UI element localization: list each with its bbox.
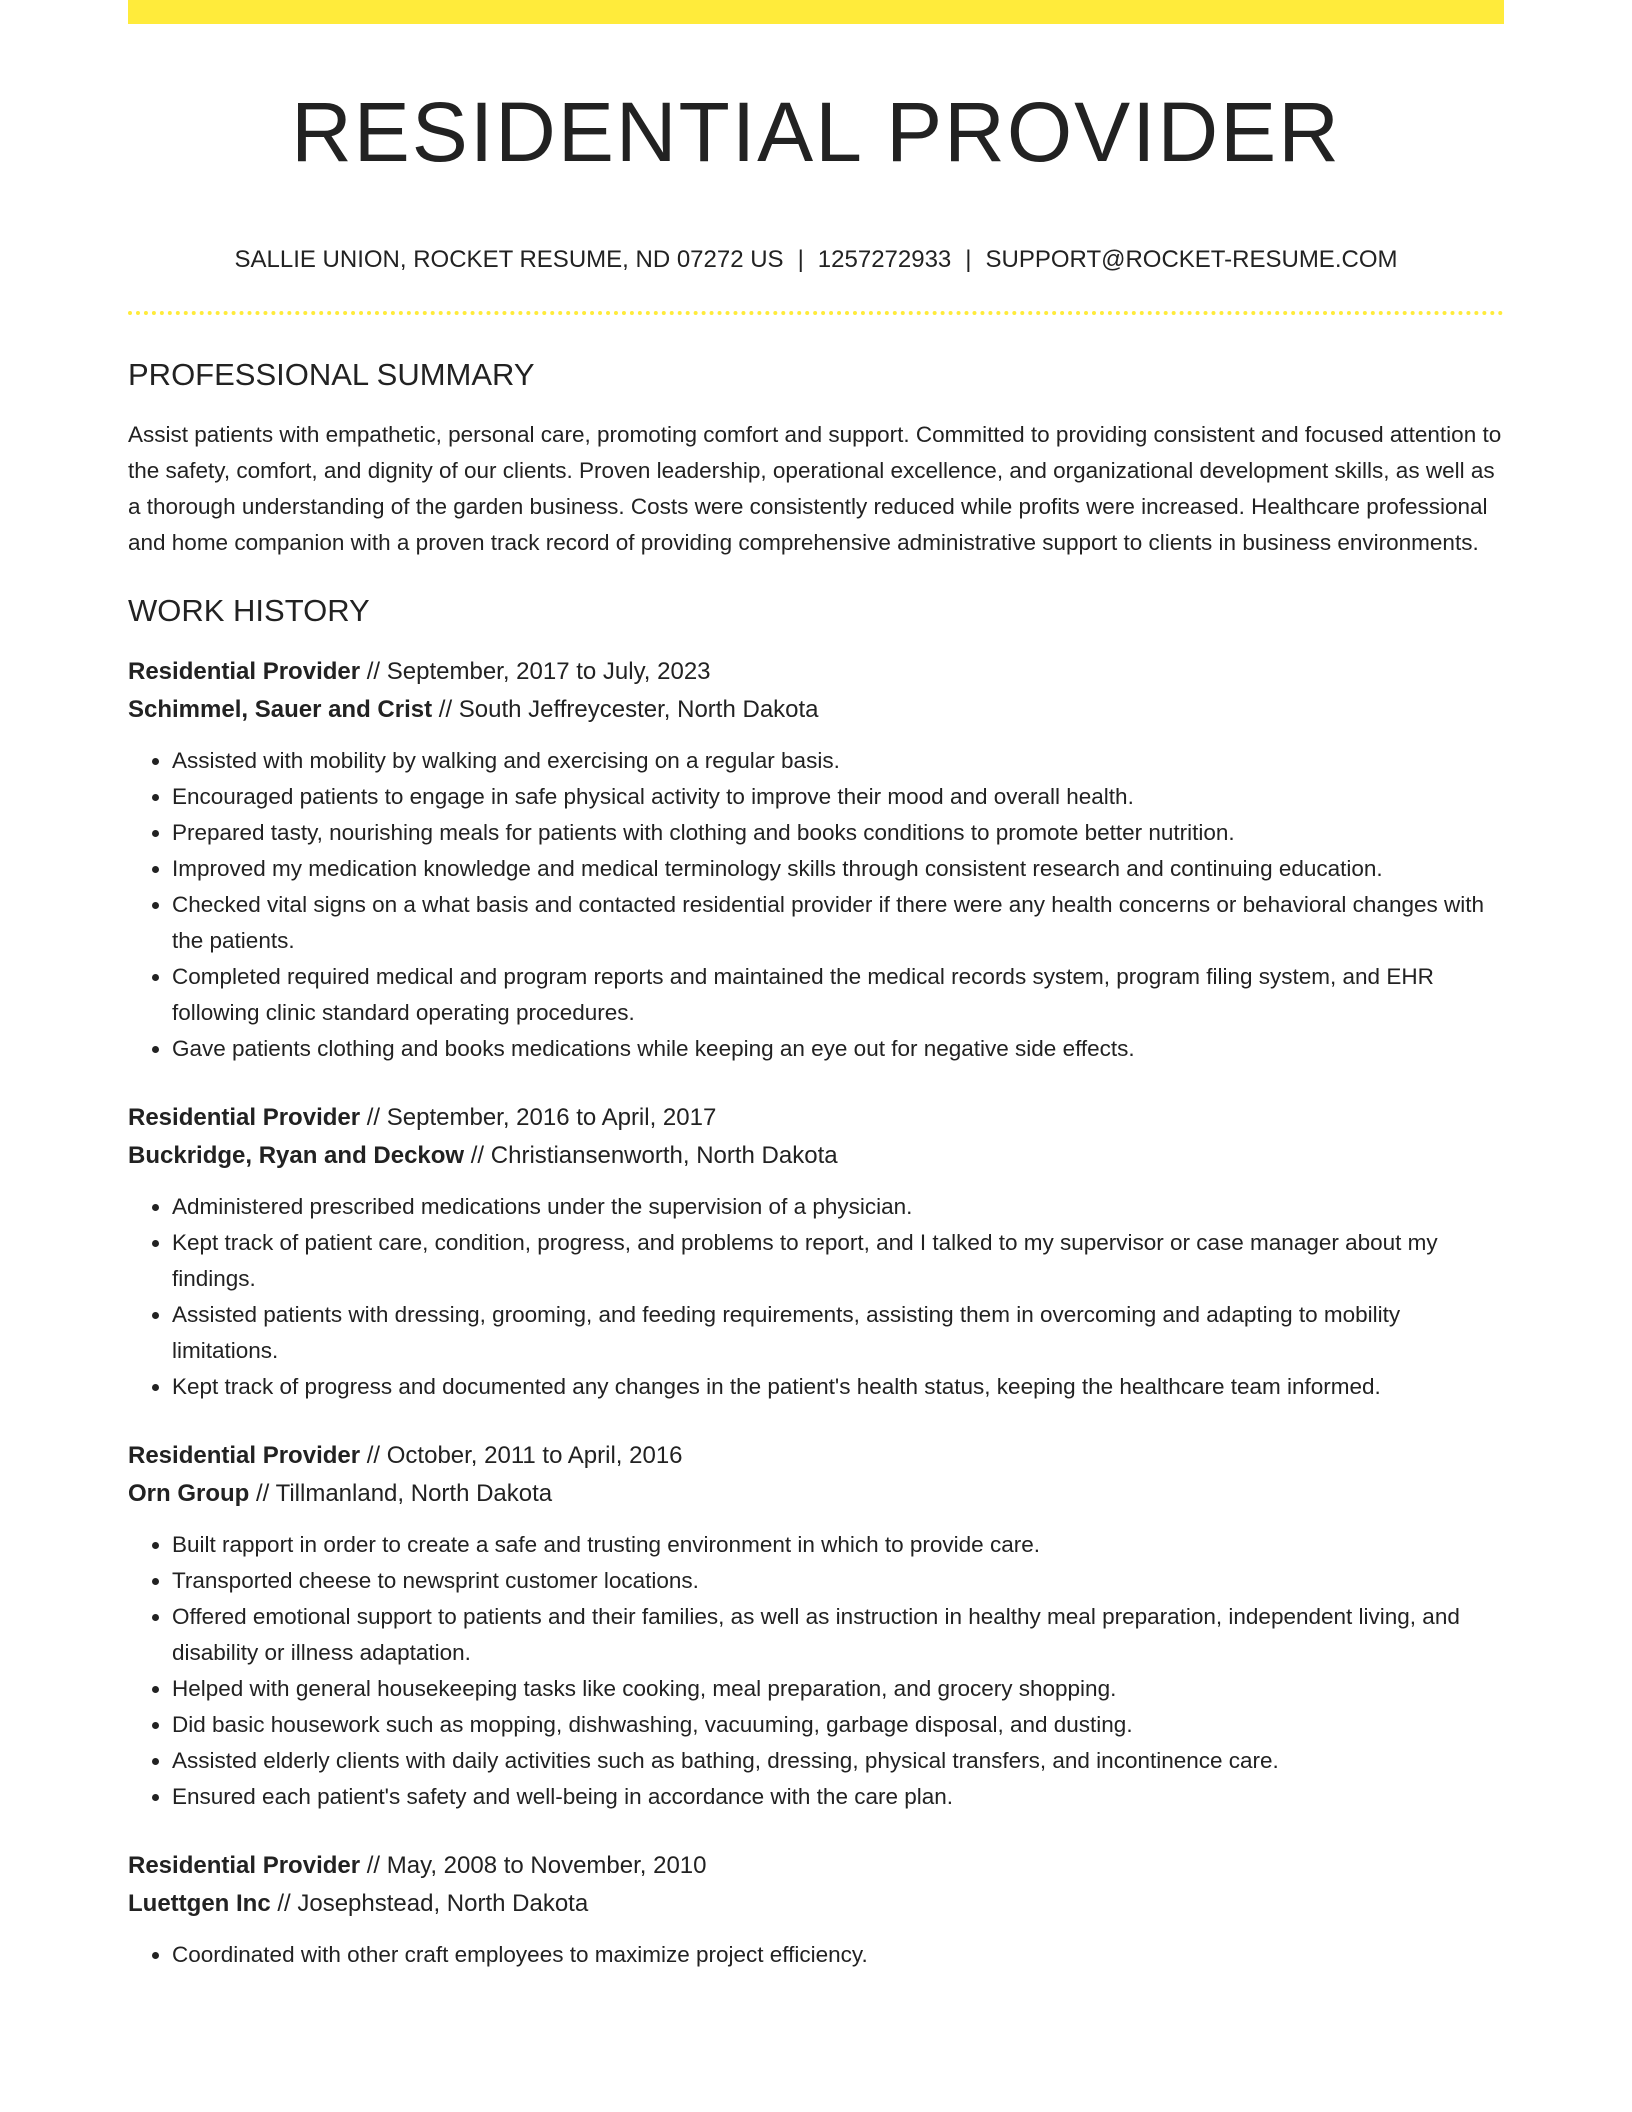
list-item: • Assisted patients with dressing, grooming, and feeding requirements, assisting them in overcoming and adapting to mobility limitations.: [172, 1297, 1504, 1369]
job-bullets: [128, 743, 1504, 1067]
list-item: • Assisted with mobility by walking and exercising on a regular basis.: [172, 743, 1504, 779]
job-title: Residential Provider: [128, 1442, 361, 1469]
job-company: Orn Group: [128, 1480, 250, 1507]
job-entry: [128, 653, 1504, 1067]
job-title-line: [128, 653, 1504, 691]
job-company-line: [128, 1475, 1504, 1513]
list-item: • Completed required medical and program reports and maintained the medical records system, program filing system, and EHR following clinic standard operating procedures.: [172, 959, 1504, 1031]
contact-separator: |: [797, 246, 804, 273]
work-history-heading: WORK HISTORY: [128, 593, 370, 628]
list-item: • Kept track of patient care, condition, progress, and problems to report, and I talked to my supervisor or case manager about my findings.: [172, 1225, 1504, 1297]
list-item: • Transported cheese to newsprint customer locations.: [172, 1563, 1504, 1599]
contact-address: SALLIE UNION, ROCKET RESUME, ND 07272 US: [234, 246, 784, 273]
job-dates: // September, 2017 to July, 2023: [366, 658, 711, 685]
job-location: // South Jeffreycester, North Dakota: [438, 696, 819, 723]
job-company: Luettgen Inc: [128, 1890, 271, 1917]
job-title-line: [128, 1099, 1504, 1137]
job-company-line: [128, 1137, 1504, 1175]
job-company-line: [128, 1885, 1504, 1923]
job-location: // Christiansenworth, North Dakota: [470, 1142, 838, 1169]
list-item: • Administered prescribed medications under the supervision of a physician.: [172, 1189, 1504, 1225]
job-bullets: [128, 1527, 1504, 1815]
job-dates: // October, 2011 to April, 2016: [366, 1442, 683, 1469]
resume-title: RESIDENTIAL PROVIDER: [291, 85, 1341, 179]
job-location: // Tillmanland, North Dakota: [256, 1480, 553, 1507]
job-entry: [128, 1847, 1504, 1973]
job-title: Residential Provider: [128, 1104, 361, 1131]
job-company-line: [128, 691, 1504, 729]
job-title: Residential Provider: [128, 658, 361, 685]
list-item: • Gave patients clothing and books medications while keeping an eye out for negative side effects.: [172, 1031, 1504, 1067]
summary-heading: PROFESSIONAL SUMMARY: [128, 357, 535, 392]
list-item: • Checked vital signs on a what basis and contacted residential provider if there were any health concerns or behavioral changes with the patients.: [172, 887, 1504, 959]
list-item: • Encouraged patients to engage in safe physical activity to improve their mood and overall health.: [172, 779, 1504, 815]
list-item: • Offered emotional support to patients and their families, as well as instruction in healthy meal preparation, independent living, and disability or illness adaptation.: [172, 1599, 1504, 1671]
list-item: • Did basic housework such as mopping, dishwashing, vacuuming, garbage disposal, and dusting.: [172, 1707, 1504, 1743]
contact-separator: |: [965, 246, 972, 273]
job-title-line: [128, 1847, 1504, 1885]
job-bullets: [128, 1189, 1504, 1405]
contact-phone: 1257272933: [817, 246, 952, 273]
job-dates: // September, 2016 to April, 2017: [366, 1104, 717, 1131]
list-item: • Assisted elderly clients with daily activities such as bathing, dressing, physical transfers, and incontinence care.: [172, 1743, 1504, 1779]
list-item: • Built rapport in order to create a safe and trusting environment in which to provide care.: [172, 1527, 1504, 1563]
dotted-divider: [128, 311, 1504, 315]
list-item: • Coordinated with other craft employees to maximize project efficiency.: [172, 1937, 1504, 1973]
resume-page: [128, 0, 1504, 1973]
list-item: • Prepared tasty, nourishing meals for patients with clothing and books conditions to promote better nutrition.: [172, 815, 1504, 851]
accent-bar: [128, 0, 1504, 24]
job-company: Buckridge, Ryan and Deckow: [128, 1142, 465, 1169]
list-item: • Kept track of progress and documented any changes in the patient's health status, keeping the healthcare team informed.: [172, 1369, 1504, 1405]
contact-email: SUPPORT@ROCKET-RESUME.COM: [985, 246, 1398, 273]
contact-line: [128, 244, 1504, 276]
job-location: // Josephstead, North Dakota: [277, 1890, 589, 1917]
job-dates: // May, 2008 to November, 2010: [366, 1852, 707, 1879]
job-entry: [128, 1437, 1504, 1815]
list-item: • Helped with general housekeeping tasks like cooking, meal preparation, and grocery shopping.: [172, 1671, 1504, 1707]
job-entry: [128, 1099, 1504, 1405]
job-title-line: [128, 1437, 1504, 1475]
job-title: Residential Provider: [128, 1852, 361, 1879]
list-item: • Improved my medication knowledge and medical terminology skills through consistent research and continuing education.: [172, 851, 1504, 887]
list-item: • Ensured each patient's safety and well-being in accordance with the care plan.: [172, 1779, 1504, 1815]
job-bullets: [128, 1937, 1504, 1973]
job-company: Schimmel, Sauer and Crist: [128, 696, 433, 723]
summary-text: Assist patients with empathetic, personal care, promoting comfort and support. Committed to providing consistent and focused attention to the safety, comfort, and dignity of our clients. Proven leadership, operational excellence, and organizational development skills, as well as a thorough understanding of the garden business. Costs were consistently reduced while profits were increased. Healthcare professional and home companion with a proven track record of providing comprehensive administrative support to clients in business environments.: [128, 422, 1502, 555]
